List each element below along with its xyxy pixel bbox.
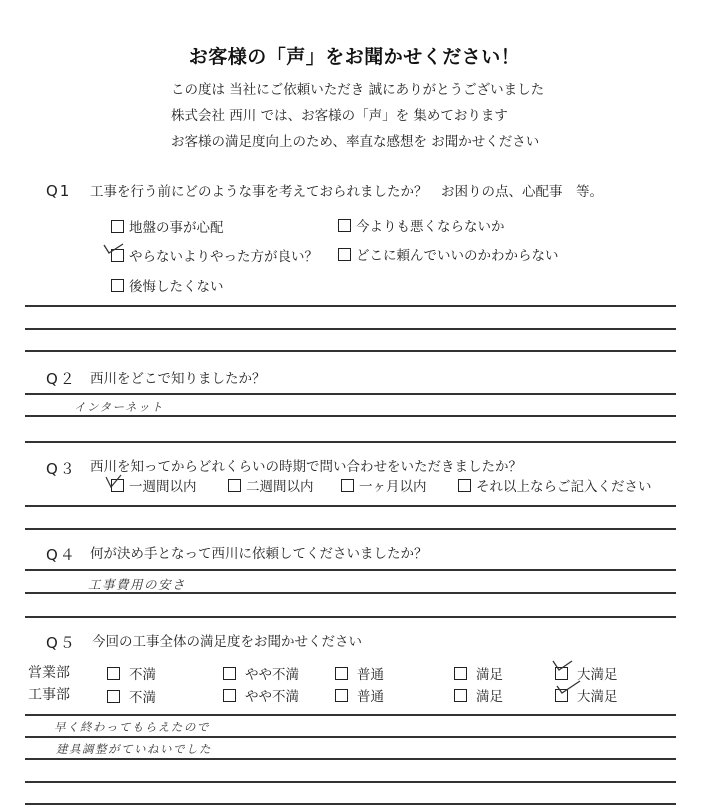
- checkbox-icon[interactable]: [454, 689, 467, 702]
- q1-option-label: やらないよりやった方が良い？: [129, 249, 318, 265]
- construction-rating-somewhat-dissatisfied[interactable]: [223, 685, 299, 705]
- q1-question: 工事を行う前にどのような事を考えておられましたか？ お困りの点、心配事 等。: [90, 184, 603, 200]
- rating-label: やや不満: [245, 667, 299, 683]
- rating-label: 満足: [476, 667, 503, 683]
- q2-label: Q２: [46, 370, 77, 388]
- checkbox-icon[interactable]: [111, 220, 124, 233]
- answer-line: [25, 616, 676, 618]
- answer-line: [25, 415, 676, 417]
- sales-rating-very-satisfied[interactable]: [555, 663, 618, 683]
- q1-option-label: どこに頼んでいいのかわからない: [356, 248, 559, 264]
- rating-label: 不満: [129, 667, 156, 683]
- intro-line-2: 株式会社 西川 では、お客様の「声」を 集めております: [171, 108, 508, 124]
- q4-label: Q４: [46, 546, 77, 564]
- checkbox-icon[interactable]: [335, 667, 348, 680]
- q2-question: 西川をどこで知りましたか？: [90, 371, 266, 387]
- construction-rating-dissatisfied[interactable]: [107, 686, 156, 706]
- answer-line: [25, 781, 676, 783]
- sales-rating-neutral[interactable]: [335, 663, 384, 683]
- q3-option-label: 一週間以内: [129, 479, 197, 495]
- q2-answer[interactable]: インターネット: [74, 400, 164, 414]
- q5-label: Q５: [46, 634, 77, 652]
- answer-line: [25, 305, 676, 307]
- q1-option-no-regret[interactable]: [111, 275, 224, 295]
- checkbox-icon[interactable]: [454, 667, 467, 680]
- checkbox-checked-icon[interactable]: [555, 667, 568, 680]
- q3-option-label: それ以上ならご記入ください: [476, 479, 652, 495]
- answer-line: [25, 505, 676, 507]
- checkbox-checked-icon[interactable]: [111, 249, 124, 262]
- survey-title: お客様の「声」をお聞かせください！: [188, 46, 521, 68]
- q1-option-ground[interactable]: [111, 216, 224, 236]
- construction-rating-very-satisfied[interactable]: [555, 685, 618, 705]
- rating-label: 満足: [476, 689, 503, 705]
- answer-line: [25, 393, 676, 395]
- checkbox-icon[interactable]: [223, 689, 236, 702]
- q1-option-label: 地盤の事が心配: [129, 220, 224, 236]
- q3-option-longer[interactable]: [458, 475, 652, 495]
- checkbox-icon[interactable]: [223, 667, 236, 680]
- q1-option-better-to-do[interactable]: [111, 245, 318, 265]
- checkbox-icon[interactable]: [341, 479, 354, 492]
- q3-option-label: 二週間以内: [246, 479, 314, 495]
- answer-line: [25, 569, 676, 571]
- q3-label: Q３: [46, 460, 77, 478]
- rating-label: 普通: [357, 689, 384, 705]
- checkbox-icon[interactable]: [111, 279, 124, 292]
- checkbox-icon[interactable]: [338, 219, 351, 232]
- q1-option-label: 後悔したくない: [129, 279, 224, 295]
- checkbox-icon[interactable]: [458, 479, 471, 492]
- checkbox-icon[interactable]: [107, 690, 120, 703]
- sales-rating-dissatisfied[interactable]: [107, 663, 156, 683]
- answer-line: [25, 758, 676, 760]
- sales-rating-somewhat-dissatisfied[interactable]: [223, 663, 299, 683]
- checkbox-icon[interactable]: [228, 479, 241, 492]
- answer-line: [25, 441, 676, 443]
- rating-label: 不満: [129, 690, 156, 706]
- answer-line: [25, 803, 676, 805]
- q1-option-worse[interactable]: [338, 215, 505, 235]
- q3-option-1month[interactable]: [341, 475, 427, 495]
- answer-line: [25, 714, 676, 716]
- q5-comment-line-1[interactable]: 早く終わってもらえたので: [54, 720, 210, 734]
- q4-answer[interactable]: 工事費用の安さ: [88, 577, 187, 592]
- q3-option-2weeks[interactable]: [228, 475, 314, 495]
- construction-rating-neutral[interactable]: [335, 685, 384, 705]
- q1-option-label: 今よりも悪くならないか: [356, 219, 505, 235]
- q3-option-1week[interactable]: [111, 475, 197, 495]
- checkbox-icon[interactable]: [335, 689, 348, 702]
- rating-label: やや不満: [245, 689, 299, 705]
- rating-label: 普通: [357, 667, 384, 683]
- rating-label: 大満足: [577, 667, 618, 683]
- rating-label: 大満足: [577, 689, 618, 705]
- intro-line-3: お客様の満足度向上のため、率直な感想を お聞かせください: [171, 134, 540, 150]
- q3-question: 西川を知ってからどれくらいの時期で問い合わせをいただきましたか？: [90, 459, 522, 475]
- dept-sales-label: 営業部: [28, 665, 70, 681]
- answer-line: [25, 328, 676, 330]
- answer-line: [25, 350, 676, 352]
- checkbox-icon[interactable]: [107, 667, 120, 680]
- construction-rating-satisfied[interactable]: [454, 685, 503, 705]
- answer-line: [25, 736, 676, 738]
- q1-option-dont-know-who[interactable]: [338, 244, 559, 264]
- sales-rating-satisfied[interactable]: [454, 663, 503, 683]
- q1-label: Q1: [46, 182, 72, 200]
- dept-construction-label: 工事部: [28, 687, 70, 703]
- intro-line-1: この度は 当社にご依頼いただき 誠にありがとうございました: [171, 82, 545, 98]
- answer-line: [25, 592, 676, 594]
- q4-question: 何が決め手となって西川に依頼してくださいましたか？: [90, 546, 428, 562]
- checkbox-checked-icon[interactable]: [111, 479, 124, 492]
- q5-comment-line-2[interactable]: 建具調整がていねいでした: [56, 742, 212, 756]
- q3-option-label: 一ヶ月以内: [359, 479, 427, 495]
- checkbox-checked-icon[interactable]: [555, 689, 568, 702]
- checkbox-icon[interactable]: [338, 248, 351, 261]
- q5-question: 今回の工事全体の満足度をお聞かせください: [92, 634, 362, 650]
- answer-line: [25, 528, 676, 530]
